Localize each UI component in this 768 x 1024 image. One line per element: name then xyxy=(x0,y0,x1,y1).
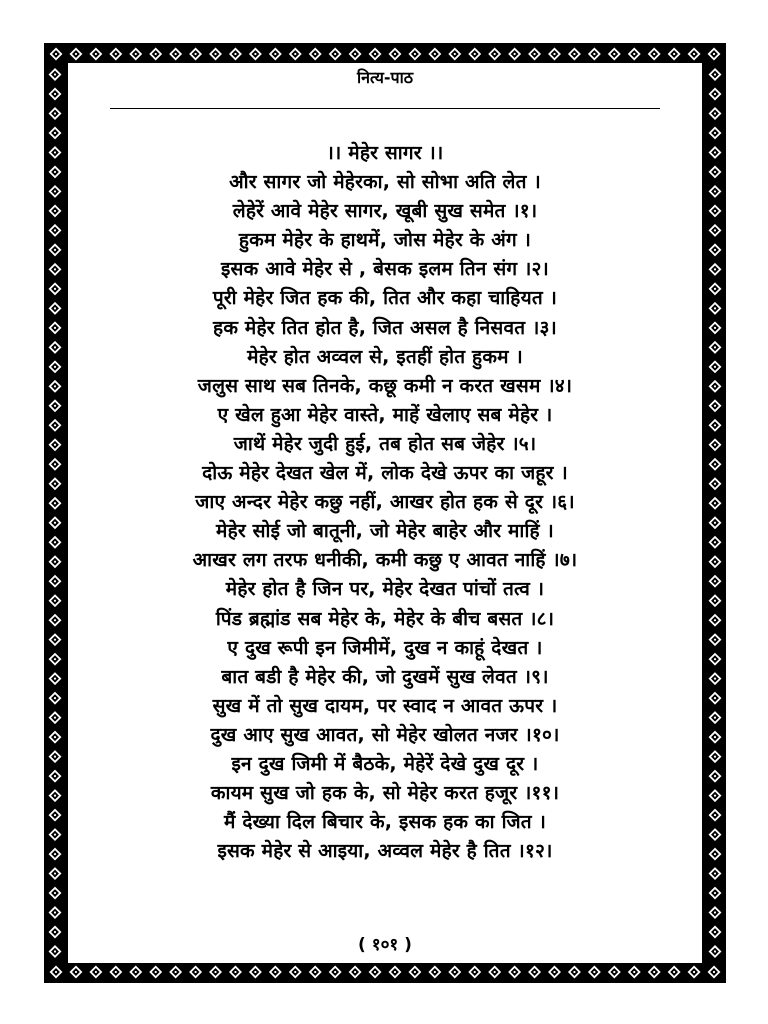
diamond-dot-icon xyxy=(714,112,716,114)
diamond-dot-icon xyxy=(573,53,575,55)
verse-line: ए दुख रूपी इन जिमीमें, दुख न काहूं देखत । xyxy=(227,636,543,659)
diamond-dot-icon xyxy=(54,268,56,270)
verse-line: इन दुख जिमी में बैठके, मेहेरें देखे दुख दूर । xyxy=(231,752,539,775)
diamond-dot-icon xyxy=(274,53,276,55)
diamond-dot-icon xyxy=(714,405,716,407)
diamond-dot-icon xyxy=(334,971,336,973)
verse-line: मैं देख्या दिल बिचार के, इसक हक का जित । xyxy=(223,811,547,834)
diamond-dot-icon xyxy=(54,502,56,504)
diamond-dot-icon xyxy=(54,171,56,173)
verse-line: हक मेहेर तित होत है, जित असल है निसवत ।३। xyxy=(213,316,557,339)
diamond-dot-icon xyxy=(714,444,716,446)
verse-line: और सागर जो मेहेरका, सो सोभा अति लेत । xyxy=(229,171,541,194)
diamond-dot-icon xyxy=(214,971,216,973)
verse-line: मेहेर होत अव्वल से, इतहीं होत हुकम । xyxy=(247,345,523,368)
page-content xyxy=(68,63,702,963)
diamond-dot-icon xyxy=(714,541,716,543)
diamond-dot-icon xyxy=(54,210,56,212)
diamond-dot-icon xyxy=(54,561,56,563)
diamond-dot-icon xyxy=(714,346,716,348)
diamond-dot-icon xyxy=(54,678,56,680)
verse-line: जाथें मेहेर जुदी हुई, तब होत सब जेहेर ।५। xyxy=(233,432,537,455)
diamond-dot-icon xyxy=(714,424,716,426)
diamond-dot-icon xyxy=(713,971,715,973)
verse-line: जलुस साथ सब तिनके, कछू कमी न करत खसम ।४। xyxy=(197,374,573,397)
diamond-dot-icon xyxy=(95,971,97,973)
verse-line: हुकम मेहेर के हाथमें, जोस मेहेर के अंग । xyxy=(238,229,532,252)
diamond-dot-icon xyxy=(714,229,716,231)
diamond-dot-icon xyxy=(714,132,716,134)
diamond-dot-icon xyxy=(714,639,716,641)
verse-line: इसक मेहेर से आइया, अव्वल मेहेर है तित ।१२। xyxy=(217,840,553,863)
diamond-dot-icon xyxy=(474,53,476,55)
diamond-dot-icon xyxy=(714,853,716,855)
verse-line: बात बडी है मेहेर की, जो दुखमें सुख लेवत ।९। xyxy=(221,665,549,688)
diamond-dot-icon xyxy=(454,53,456,55)
diamond-dot-icon xyxy=(494,53,496,55)
diamond-dot-icon xyxy=(54,73,56,75)
diamond-dot-icon xyxy=(673,53,675,55)
diamond-dot-icon xyxy=(714,736,716,738)
diamond-dot-icon xyxy=(374,53,376,55)
diamond-dot-icon xyxy=(54,697,56,699)
diamond-dot-icon xyxy=(693,971,695,973)
diamond-dot-icon xyxy=(414,53,416,55)
diamond-dot-icon xyxy=(714,151,716,153)
diamond-dot-icon xyxy=(194,53,196,55)
diamond-dot-icon xyxy=(54,288,56,290)
diamond-dot-icon xyxy=(115,971,117,973)
diamond-dot-icon xyxy=(553,971,555,973)
diamond-dot-icon xyxy=(54,112,56,114)
diamond-dot-icon xyxy=(714,775,716,777)
diamond-dot-icon xyxy=(54,794,56,796)
diamond-dot-icon xyxy=(714,794,716,796)
verse-line: ए खेल हुआ मेहेर वास्ते, माहें खेलाए सब मेहेर । xyxy=(217,403,553,426)
diamond-dot-icon xyxy=(54,580,56,582)
diamond-dot-icon xyxy=(714,756,716,758)
diamond-dot-icon xyxy=(573,971,575,973)
diamond-dot-icon xyxy=(214,53,216,55)
verse-line: कायम सुख जो हक के, सो मेहेर करत हजूर ।११। xyxy=(210,782,560,805)
diamond-dot-icon xyxy=(54,385,56,387)
diamond-dot-icon xyxy=(714,911,716,913)
diamond-dot-icon xyxy=(55,971,57,973)
verse-line: पिंड ब्रह्मांड सब मेहेर के, मेहेर के बीच बसत ।८। xyxy=(215,607,555,630)
diamond-dot-icon xyxy=(294,53,296,55)
diamond-dot-icon xyxy=(54,541,56,543)
diamond-dot-icon xyxy=(593,53,595,55)
diamond-dot-icon xyxy=(714,833,716,835)
diamond-dot-icon xyxy=(234,971,236,973)
diamond-dot-icon xyxy=(714,483,716,485)
diamond-dot-icon xyxy=(54,346,56,348)
diamond-dot-icon xyxy=(714,872,716,874)
diamond-dot-icon xyxy=(54,522,56,524)
diamond-dot-icon xyxy=(714,249,716,251)
poem-heading: ।। मेहेर सागर ।। xyxy=(326,142,444,164)
diamond-dot-icon xyxy=(593,971,595,973)
diamond-dot-icon xyxy=(54,872,56,874)
diamond-dot-icon xyxy=(653,971,655,973)
diamond-dot-icon xyxy=(514,53,516,55)
diamond-dot-icon xyxy=(714,600,716,602)
verse-line: पूरी मेहेर जित हक की, तित और कहा चाहियत । xyxy=(212,287,558,310)
diamond-dot-icon xyxy=(553,53,555,55)
diamond-dot-icon xyxy=(175,971,177,973)
diamond-dot-icon xyxy=(714,697,716,699)
diamond-dot-icon xyxy=(714,307,716,309)
diamond-dot-icon xyxy=(354,53,356,55)
diamond-dot-icon xyxy=(714,366,716,368)
diamond-dot-icon xyxy=(54,736,56,738)
diamond-dot-icon xyxy=(713,53,715,55)
diamond-dot-icon xyxy=(54,950,56,952)
diamond-dot-icon xyxy=(354,971,356,973)
diamond-dot-icon xyxy=(714,463,716,465)
verse-line: सुख में तो सुख दायम, पर स्वाद न आवत ऊपर । xyxy=(212,694,558,717)
diamond-dot-icon xyxy=(633,971,635,973)
diamond-dot-icon xyxy=(693,53,695,55)
diamond-dot-icon xyxy=(414,971,416,973)
diamond-dot-icon xyxy=(54,853,56,855)
diamond-dot-icon xyxy=(54,756,56,758)
verse-line: दोऊ मेहेर देखत खेल में, लोक देखे ऊपर का जहूर । xyxy=(202,462,568,485)
diamond-dot-icon xyxy=(175,53,177,55)
diamond-dot-icon xyxy=(115,53,117,55)
diamond-dot-icon xyxy=(54,190,56,192)
diamond-dot-icon xyxy=(75,971,77,973)
diamond-dot-icon xyxy=(494,971,496,973)
diamond-dot-icon xyxy=(714,327,716,329)
diamond-dot-icon xyxy=(714,268,716,270)
verse-line: मेहेर सोई जो बातूनी, जो मेहेर बाहेर और माहिं । xyxy=(216,520,554,543)
diamond-dot-icon xyxy=(314,53,316,55)
diamond-dot-icon xyxy=(54,405,56,407)
diamond-dot-icon xyxy=(714,580,716,582)
diamond-dot-icon xyxy=(714,210,716,212)
diamond-dot-icon xyxy=(673,971,675,973)
diamond-dot-icon xyxy=(194,971,196,973)
diamond-dot-icon xyxy=(54,775,56,777)
diamond-dot-icon xyxy=(54,424,56,426)
diamond-dot-icon xyxy=(714,190,716,192)
diamond-dot-icon xyxy=(714,658,716,660)
diamond-dot-icon xyxy=(434,971,436,973)
diamond-dot-icon xyxy=(714,678,716,680)
diamond-dot-icon xyxy=(54,366,56,368)
diamond-dot-icon xyxy=(54,600,56,602)
diamond-dot-icon xyxy=(454,971,456,973)
diamond-dot-icon xyxy=(714,619,716,621)
diamond-dot-icon xyxy=(714,385,716,387)
diamond-dot-icon xyxy=(714,522,716,524)
diamond-dot-icon xyxy=(54,619,56,621)
diamond-dot-icon xyxy=(54,833,56,835)
diamond-dot-icon xyxy=(54,658,56,660)
diamond-dot-icon xyxy=(714,931,716,933)
verse-line: लेहेरें आवे मेहेर सागर, खूबी सुख समेत ।१। xyxy=(232,200,538,223)
diamond-dot-icon xyxy=(254,53,256,55)
diamond-dot-icon xyxy=(234,53,236,55)
diamond-dot-icon xyxy=(714,288,716,290)
diamond-dot-icon xyxy=(374,971,376,973)
diamond-dot-icon xyxy=(54,307,56,309)
diamond-dot-icon xyxy=(714,73,716,75)
diamond-dot-icon xyxy=(714,93,716,95)
diamond-dot-icon xyxy=(155,971,157,973)
poem-body xyxy=(68,139,702,866)
diamond-dot-icon xyxy=(155,53,157,55)
diamond-dot-icon xyxy=(135,53,137,55)
diamond-dot-icon xyxy=(254,971,256,973)
diamond-dot-icon xyxy=(633,53,635,55)
diamond-dot-icon xyxy=(54,717,56,719)
diamond-dot-icon xyxy=(714,814,716,816)
diamond-dot-icon xyxy=(653,53,655,55)
diamond-dot-icon xyxy=(54,911,56,913)
diamond-dot-icon xyxy=(533,53,535,55)
verse-line: दुख आए सुख आवत, सो मेहेर खोलत नजर ।१०। xyxy=(210,723,560,746)
diamond-dot-icon xyxy=(613,971,615,973)
diamond-dot-icon xyxy=(54,892,56,894)
diamond-dot-icon xyxy=(54,327,56,329)
diamond-dot-icon xyxy=(54,93,56,95)
diamond-dot-icon xyxy=(274,971,276,973)
page-header-title: नित्य-पाठ xyxy=(356,68,414,87)
diamond-dot-icon xyxy=(135,971,137,973)
header-divider xyxy=(110,108,660,109)
diamond-dot-icon xyxy=(714,892,716,894)
page-number: ( १०१ ) xyxy=(358,935,412,955)
diamond-dot-icon xyxy=(714,717,716,719)
diamond-dot-icon xyxy=(714,950,716,952)
diamond-dot-icon xyxy=(394,53,396,55)
diamond-dot-icon xyxy=(54,931,56,933)
diamond-dot-icon xyxy=(613,53,615,55)
diamond-dot-icon xyxy=(474,971,476,973)
verse-line: जाए अन्दर मेहेर कछु नहीं, आखर होत हक से दूर ।६। xyxy=(195,491,575,514)
diamond-dot-icon xyxy=(394,971,396,973)
diamond-dot-icon xyxy=(54,249,56,251)
diamond-dot-icon xyxy=(533,971,535,973)
diamond-dot-icon xyxy=(514,971,516,973)
verse-line: आखर लग तरफ धनीकी, कमी कछु ए आवत नाहिं ।७। xyxy=(192,549,578,572)
diamond-dot-icon xyxy=(54,483,56,485)
diamond-dot-icon xyxy=(714,561,716,563)
diamond-dot-icon xyxy=(714,171,716,173)
diamond-dot-icon xyxy=(54,444,56,446)
diamond-dot-icon xyxy=(54,814,56,816)
diamond-dot-icon xyxy=(294,971,296,973)
verse-line: मेहेर होत है जिन पर, मेहेर देखत पांचों तत्व । xyxy=(225,578,545,601)
diamond-dot-icon xyxy=(714,502,716,504)
diamond-dot-icon xyxy=(55,53,57,55)
decorative-border xyxy=(44,43,726,983)
verse-line: इसक आवे मेहेर से , बेसक इलम तिन संग ।२। xyxy=(221,258,549,281)
diamond-dot-icon xyxy=(54,229,56,231)
diamond-dot-icon xyxy=(54,639,56,641)
diamond-dot-icon xyxy=(75,53,77,55)
diamond-dot-icon xyxy=(334,53,336,55)
diamond-dot-icon xyxy=(54,151,56,153)
diamond-dot-icon xyxy=(434,53,436,55)
diamond-dot-icon xyxy=(54,132,56,134)
diamond-dot-icon xyxy=(314,971,316,973)
diamond-dot-icon xyxy=(54,463,56,465)
diamond-dot-icon xyxy=(95,53,97,55)
